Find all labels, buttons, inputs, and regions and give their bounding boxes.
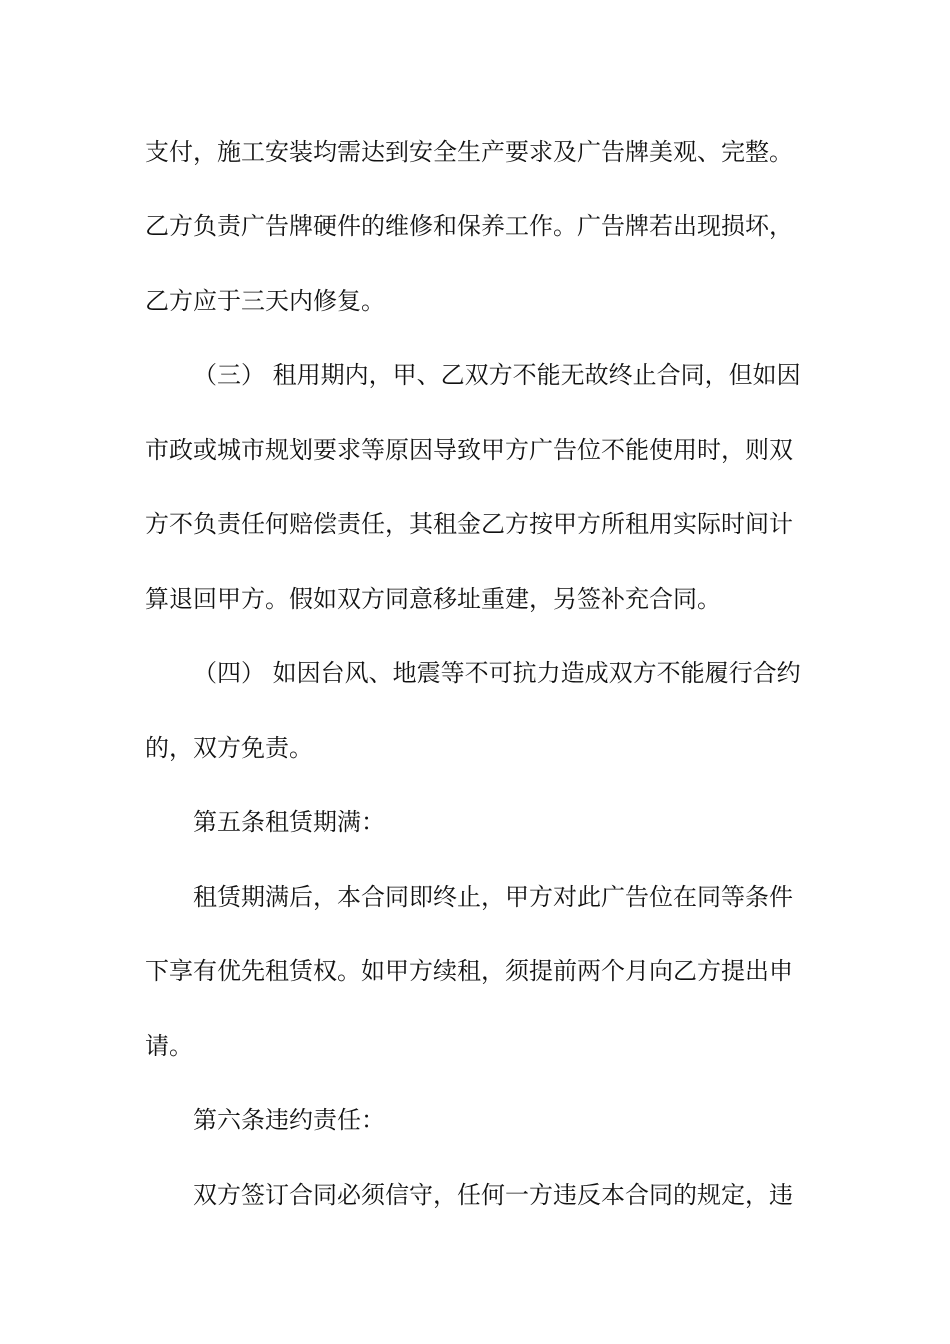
text-line: 方不负责任何赔偿责任，其租金乙方按甲方所租用实际时间计 (145, 510, 793, 538)
text-line: 支付，施工安装均需达到安全生产要求及广告牌美观、完整。 (145, 138, 793, 166)
section-heading: 第六条违约责任： (193, 1106, 385, 1134)
text-line: 双方签订合同必须信守，任何一方违反本合同的规定，违 (193, 1181, 793, 1209)
text-line: 下享有优先租赁权。如甲方续租，须提前两个月向乙方提出申 (145, 957, 793, 985)
text-line: （三） 租用期内，甲、乙双方不能无故终止合同，但如因 (193, 361, 801, 389)
text-line: 的，双方免责。 (145, 734, 313, 762)
text-line: 市政或城市规划要求等原因导致甲方广告位不能使用时，则双 (145, 436, 793, 464)
text-line: 乙方负责广告牌硬件的维修和保养工作。广告牌若出现损坏， (145, 212, 793, 240)
text-line: 算退回甲方。假如双方同意移址重建，另签补充合同。 (145, 585, 721, 613)
text-line: 租赁期满后，本合同即终止，甲方对此广告位在同等条件 (193, 883, 793, 911)
text-line: 乙方应于三天内修复。 (145, 287, 385, 315)
text-line: 请。 (145, 1032, 193, 1060)
section-heading: 第五条租赁期满： (193, 808, 385, 836)
text-line: （四） 如因台风、地震等不可抗力造成双方不能履行合约 (193, 659, 801, 687)
